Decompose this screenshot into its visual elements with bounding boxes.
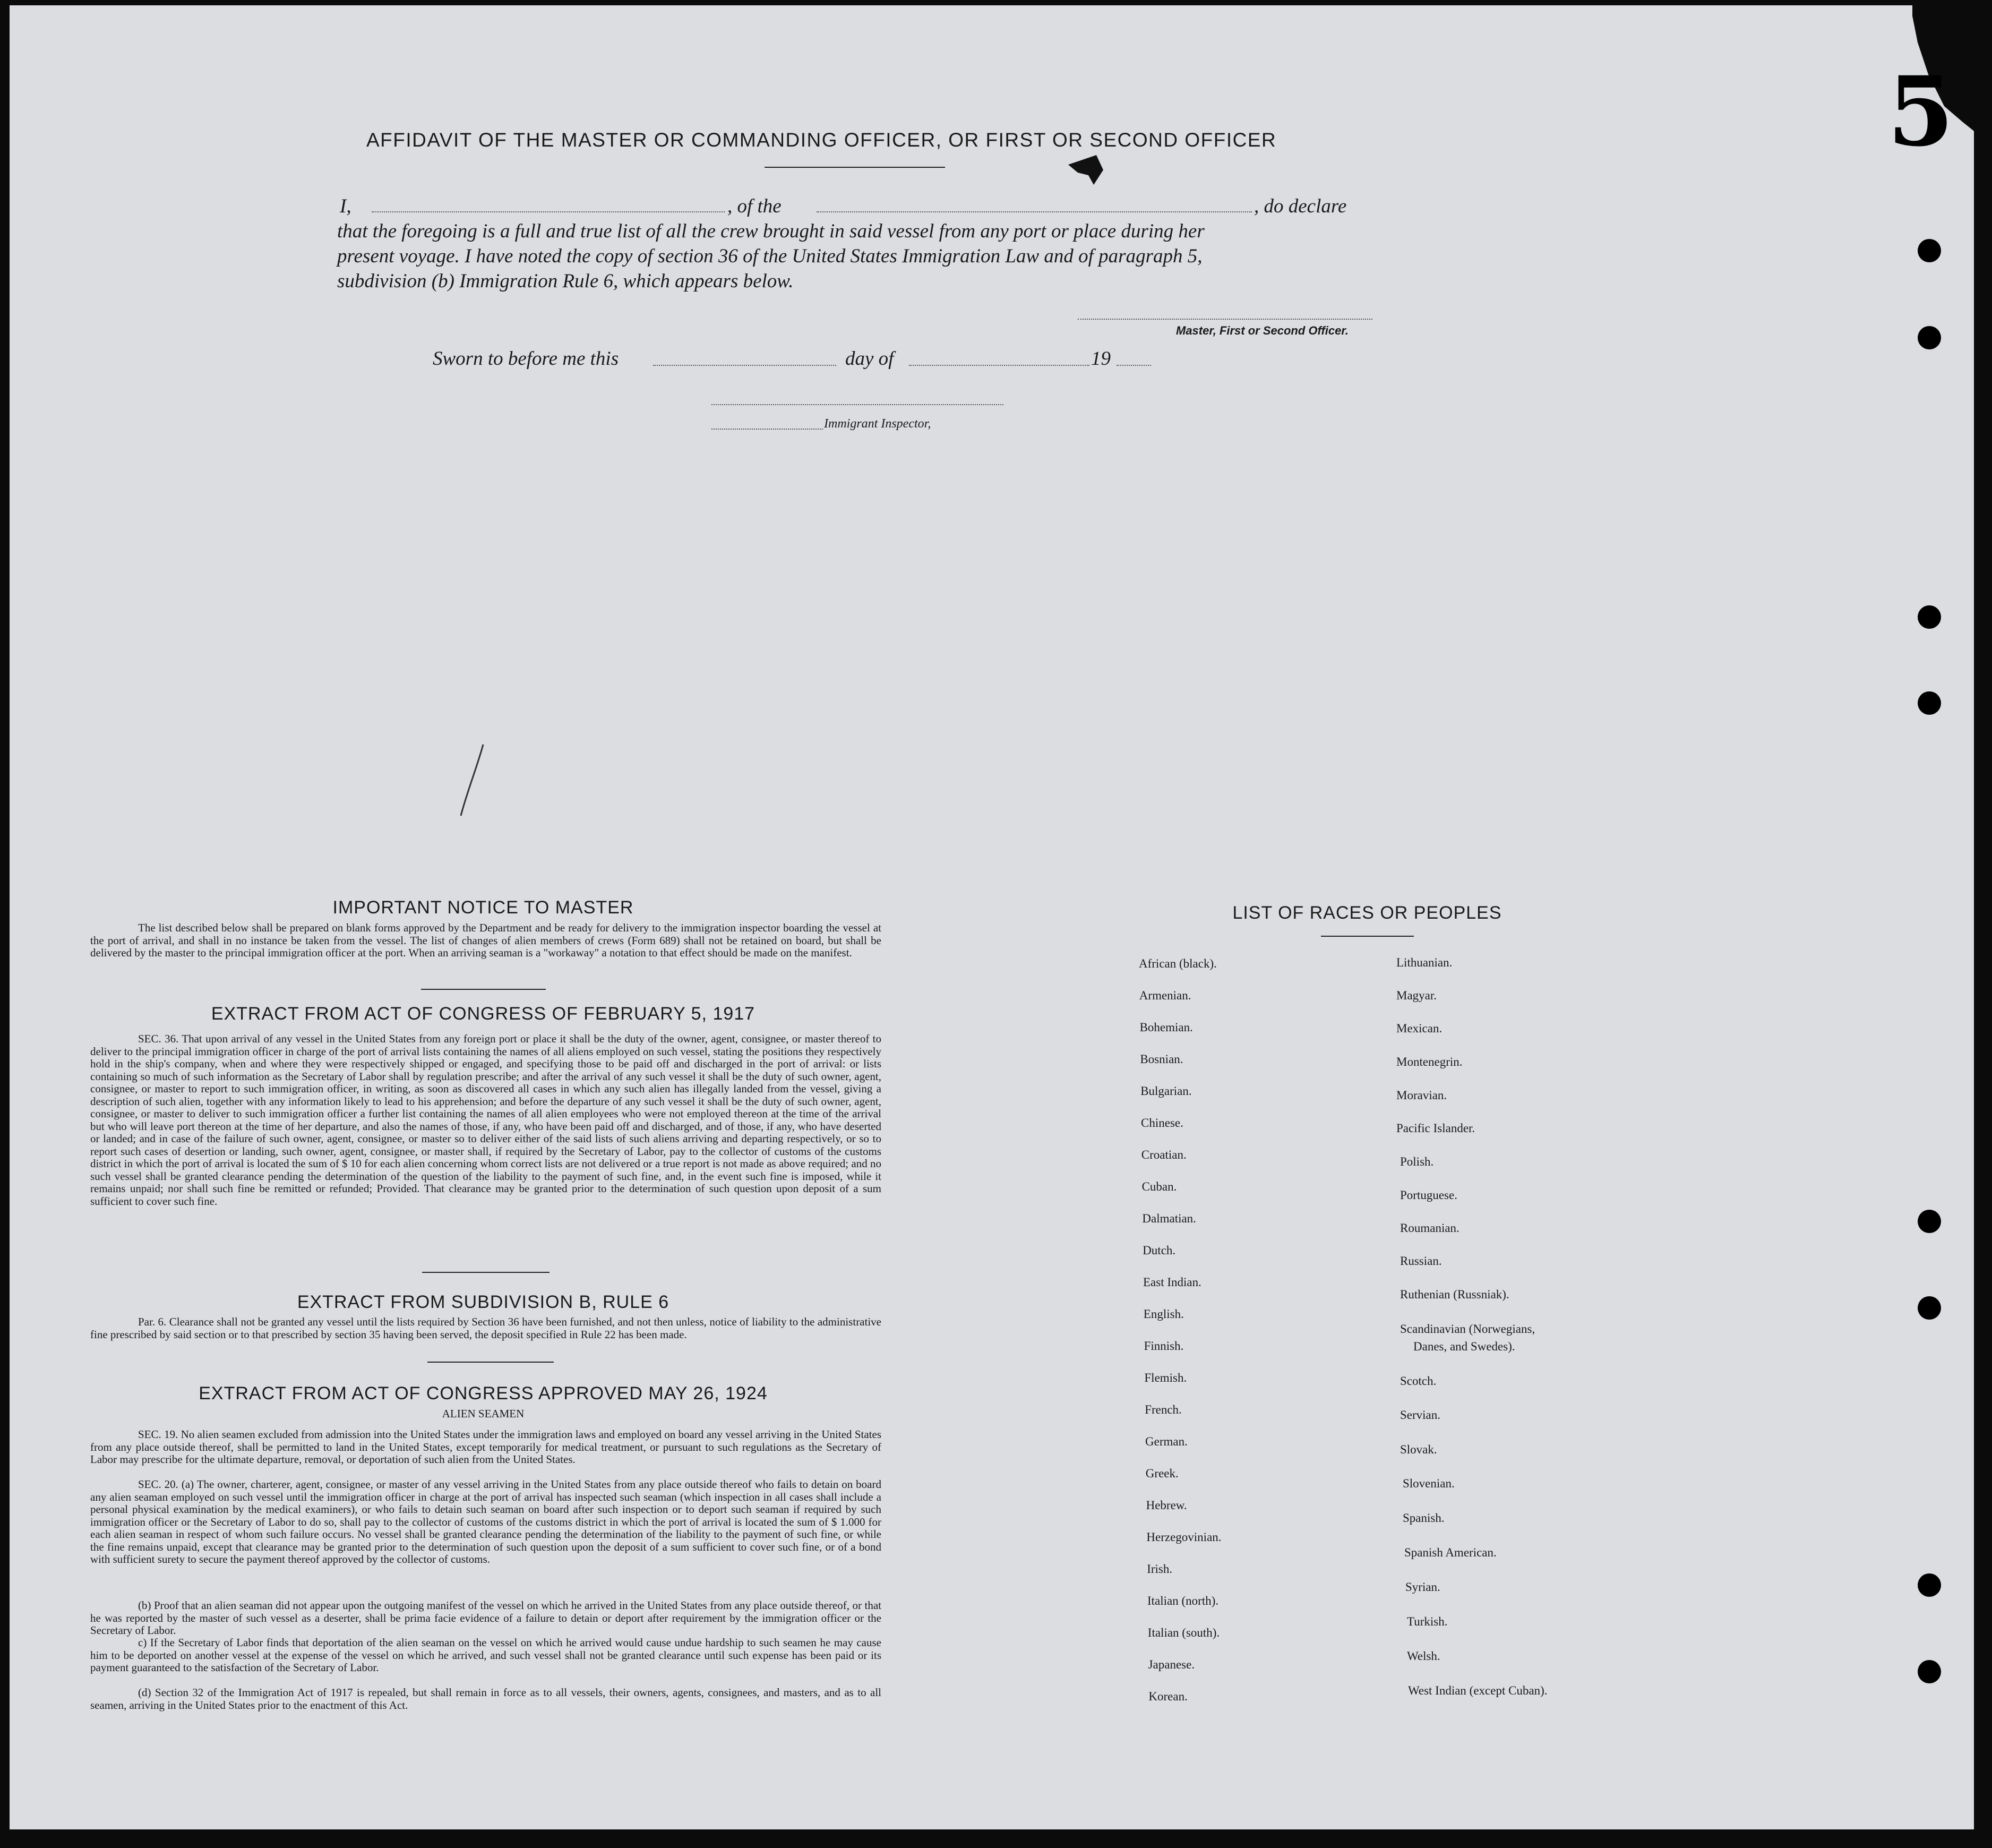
extract-1917-title: EXTRACT FROM ACT OF CONGRESS OF FEBRUARY 5, 1917 [211, 1004, 755, 1024]
race-item: Turkish. [1407, 1615, 1448, 1628]
race-item: Syrian. [1405, 1580, 1440, 1594]
race-item: Magyar. [1396, 989, 1437, 1002]
race-item: Spanish American. [1404, 1546, 1497, 1559]
punch-hole [1918, 1210, 1941, 1233]
year-blank [1117, 365, 1151, 366]
punch-hole [1918, 605, 1941, 629]
race-item: Hebrew. [1146, 1499, 1187, 1512]
title-underline [765, 167, 945, 168]
race-item: Lithuanian. [1396, 956, 1453, 969]
race-item: Pacific Islander. [1396, 1122, 1475, 1135]
race-item: Welsh. [1407, 1649, 1440, 1663]
race-item: Cuban. [1141, 1180, 1177, 1193]
extract-1917-divider [422, 1272, 549, 1273]
notice-text: The list described below shall be prepared on blank forms approved by the Department and be ready for delivery to the immigration inspector boarding the vessel at the port of arrival, and shall in no instance be taken from the vessel. The list of changes of alien members of crews (Form 689) shall not be retained on board, but shall be delivered by the master to the principal immigration officer at the port. When an arriving seaman is a "workaway" a notation to that effect should be made on the manifest. [90, 921, 881, 959]
punch-hole [1918, 691, 1941, 715]
master-signature-line [1078, 319, 1372, 320]
master-signature-label: Master, First or Second Officer. [1176, 324, 1349, 337]
race-item: Armenian. [1139, 989, 1191, 1002]
race-item: Polish. [1400, 1155, 1434, 1168]
sec-20d-text: (d) Section 32 of the Immigration Act of 1917 is repealed, but shall remain in force as to all vessels, their owners, agents, consignees, and masters, and as to all seamen, arriving in the United States prior to the enactment of this Act. [90, 1686, 881, 1712]
punch-hole [1918, 1296, 1941, 1320]
declaration-i: I, [340, 195, 351, 217]
race-item: Italian (north). [1147, 1594, 1219, 1607]
race-item: Bosnian. [1140, 1053, 1183, 1066]
extract-1924-title: EXTRACT FROM ACT OF CONGRESS APPROVED MAY 26, 1924 [199, 1383, 768, 1404]
race-item: Portuguese. [1400, 1188, 1457, 1202]
year-label: 19 [1091, 348, 1111, 370]
race-item: Flemish. [1144, 1371, 1187, 1384]
race-item: French. [1145, 1403, 1182, 1416]
day-of-label: day of [845, 348, 894, 370]
race-item: Korean. [1148, 1690, 1188, 1703]
race-item: Spanish. [1403, 1511, 1445, 1525]
inspector-signature-line [711, 404, 1003, 405]
race-item: Slovak. [1400, 1443, 1437, 1456]
punch-hole [1918, 1660, 1941, 1683]
notice-title: IMPORTANT NOTICE TO MASTER [332, 897, 634, 918]
race-item: Herzegovinian. [1146, 1530, 1222, 1544]
sworn-month-blank [909, 365, 1089, 366]
declaration-do-declare: , do declare [1254, 195, 1347, 217]
pencil-mark [457, 743, 488, 818]
inspector-label-leader [711, 429, 823, 430]
punch-hole [1918, 239, 1941, 262]
race-item: Bulgarian. [1140, 1084, 1192, 1098]
affidavit-title: AFFIDAVIT OF THE MASTER OR COMMANDING OFFICER, OR FIRST OR SECOND OFFICER [366, 129, 1277, 151]
race-item: Japanese. [1148, 1658, 1195, 1671]
declaration-line-4: subdivision (b) Immigration Rule 6, which appears below. [337, 270, 794, 292]
name-blank [372, 211, 725, 212]
race-item: West Indian (except Cuban). [1408, 1684, 1548, 1697]
race-item: Scandinavian (Norwegians, [1400, 1322, 1535, 1336]
race-item: Dutch. [1143, 1244, 1176, 1257]
race-item: Dalmatian. [1142, 1212, 1196, 1225]
race-item: Ruthenian (Russniak). [1400, 1288, 1509, 1301]
races-title: LIST OF RACES OR PEOPLES [1232, 903, 1502, 923]
race-item: German. [1145, 1435, 1188, 1448]
race-item: Montenegrin. [1396, 1055, 1463, 1068]
inspector-label: Immigrant Inspector, [824, 417, 931, 431]
punch-hole [1918, 326, 1941, 349]
rule-6-divider [427, 1362, 554, 1363]
race-item: Mexican. [1396, 1022, 1443, 1035]
ink-blot [1067, 154, 1104, 186]
race-item: Servian. [1400, 1408, 1441, 1422]
race-item: English. [1143, 1307, 1184, 1321]
alien-seamen-subtitle: ALIEN SEAMEN [442, 1407, 525, 1420]
sec-20b-text: (b) Proof that an alien seaman did not appear upon the outgoing manifest of the vessel on which he arrived in the United States from any place outside thereof, or that he was reported by the master of such vessel as a deserter, shall be prima facie evidence of a failure to detain or deport after requirement by the immigration officer or the Secretary of Labor. [90, 1599, 881, 1637]
race-item: Bohemian. [1139, 1021, 1193, 1034]
race-item: East Indian. [1143, 1276, 1201, 1289]
declaration-line-3: present voyage. I have noted the copy of section 36 of the United States Immigration Law and of paragraph 5, [337, 245, 1203, 267]
race-item: Chinese. [1141, 1116, 1183, 1130]
sworn-day-blank [653, 365, 836, 366]
rule-6-text: Par. 6. Clearance shall not be granted any vessel until the lists required by Section 36 have been furnished, and not then unless, notice of liability to the administrative fine prescribed by said section or to that prescribed by section 35 having been served, the deposit specified in Rule 22 has been made. [90, 1315, 881, 1341]
declaration-of-the: , of the [727, 195, 782, 217]
race-item: Greek. [1145, 1467, 1179, 1480]
race-item: Moravian. [1396, 1089, 1447, 1102]
declaration-line-2: that the foregoing is a full and true list of all the crew brought in said vessel from any port or place during her [337, 220, 1205, 242]
sworn-label: Sworn to before me this [433, 348, 619, 370]
races-underline [1321, 936, 1414, 937]
extract-1917-text: SEC. 36. That upon arrival of any vessel in the United States from any foreign port or place it shall be the duty of the owner, agent, consignee, or master thereof to deliver to the principal immigration officer in charge of the port of arrival lists containing the names of all aliens employed on such vessel, stating the positions they respectively hold in the ship's company, when and where they were respectively shipped or engaged, and specifying those to be paid off and discharged in the port of arrival: or lists containing so much of such information as the Secretary of Labor shall by regulation prescribe; and after the arrival of any such vessel it shall be the duty of such owner, agent, consignee, or master to report to such immigration officer, in writing, as soon as discovered all cases in which any such alien has illegally landed from the vessel, giving a description of such alien, together with any information likely to lead to his apprehension; and before the departure of any such vessel it shall be the duty of such owner, agent, consignee, or master to deliver to such immigration officer a further list containing the names of all alien employees who were not employed thereon at the time of the arrival but who will leave port thereon at the time of her departure, and also the names of those, if any, who have been paid off and discharged, and of those, if any, who have deserted or landed; and in case of the failure of such owner, agent, consignee, or master so to deliver either of the said lists of such aliens arriving and departing respectively, or so to report such cases of desertion or landing, such owner, agent, consignee, or master shall, if required by the Secretary of Labor, pay to the collector of customs of the customs district in which the port of arrival is located the sum of $ 10 for each alien concerning whom correct lists are not delivered or a true report is not made as above required; and no such vessel shall be granted clearance pending the determination of the question of the liability to the payment of such fine, and, in the event such fine is imposed, while it remains unpaid; nor shall such fine be remitted or refunded; Provided. That clearance may be granted prior to the determination of such question upon deposit of a sum sufficient to cover such fine. [90, 1032, 881, 1208]
race-item: Slovenian. [1403, 1477, 1455, 1490]
race-item: Italian (south). [1147, 1626, 1220, 1639]
race-item: Irish. [1147, 1562, 1173, 1576]
sec-20c-text: c) If the Secretary of Labor finds that deportation of the alien seaman on the vessel on which he arrived would cause undue hardship to such seamen he may cause him to be deported on another vessel at the expense of the vessel on which he arrived, and such vessel shall not be granted clearance until such expense has been paid or its payment guaranteed to the satisfaction of the Secretary of Labor. [90, 1636, 881, 1674]
sec-19-text: SEC. 19. No alien seamen excluded from admission into the United States under the immigration laws and employed on board any vessel arriving in the United States from any place outside thereof, shall be permitted to land in the United States, except temporarily for medical treatment, or pursuant to such regulations as the Secretary of Labor may prescribe for the ultimate departure, removal, or deportation of such alien from the United States. [90, 1428, 881, 1466]
race-item: African (black). [1139, 957, 1217, 970]
rule-6-title: EXTRACT FROM SUBDIVISION B, RULE 6 [297, 1292, 669, 1312]
vessel-blank [817, 211, 1252, 212]
sec-20a-text: SEC. 20. (a) The owner, charterer, agent, consignee, or master of any vessel arriving in the United States from any place outside thereof who fails to detain on board any alien seaman employed on such vessel until the immigration officer in charge at the port of arrival has inspected such seaman (which inspection in all cases shall include a personal physical examination by the medical examiners), or who fails to detain such seaman on board after such inspection or to deport such seaman if required by such immigration officer or the Secretary of Labor to do so, shall pay to the collector of customs of the customs district in which the port of arrival is located the sum of $ 1.000 for each alien seaman in respect of whom such failure occurs. No vessel shall be granted clearance pending the determination of the liability to the payment of such fine, or while the fine remains unpaid, except that clearance may be granted prior to the determination of such question upon the deposit of a sum sufficient to cover such fine, or of a bond with sufficient surety to secure the payment thereof approved by the collector of customs. [90, 1478, 881, 1565]
race-item: Roumanian. [1400, 1221, 1459, 1235]
race-item: Scotch. [1400, 1374, 1437, 1388]
race-item: Russian. [1400, 1254, 1442, 1268]
race-item: Finnish. [1144, 1339, 1184, 1353]
notice-divider [421, 989, 546, 990]
race-item: Danes, and Swedes). [1413, 1340, 1515, 1353]
punch-hole [1918, 1573, 1941, 1597]
race-item: Croatian. [1141, 1148, 1187, 1161]
page-marker: 5 [1887, 56, 1954, 168]
